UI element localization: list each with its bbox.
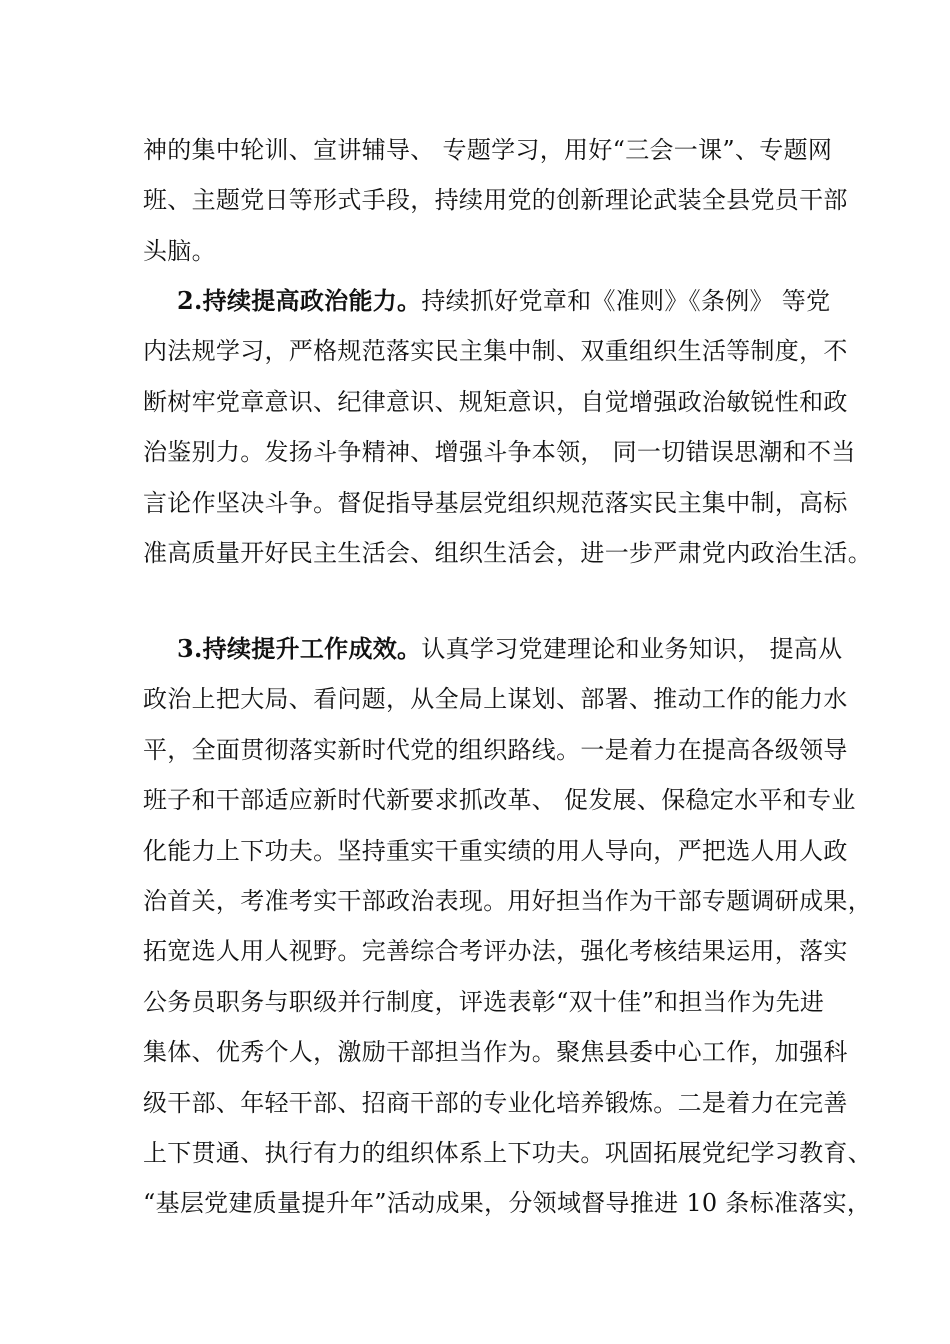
text-line: 治首关，考准考实干部政治表现。用好担当作为干部专题调研成果， — [143, 886, 872, 915]
text-line: 平，全面贯彻落实新时代党的组织路线。一是着力在提高各级领导 — [143, 735, 848, 764]
text-line: 拓宽选人用人视野。完善综合考评办法，强化考核结果运用，落实 — [143, 937, 848, 966]
text-line-first — [143, 276, 831, 326]
text-line: 内法规学习，严格规范落实民主集中制、双重组织生活等制度，不 — [143, 337, 848, 366]
text-line: 头脑。 — [143, 236, 216, 265]
text-line-first — [143, 624, 843, 674]
text-line: 断树牢党章意识、纪律意识、规矩意识，自觉增强政治敏锐性和政 — [143, 387, 848, 416]
text-line: 班、主题党日等形式手段，持续用党的创新理论武装全县党员干部 — [143, 186, 848, 215]
text-line: 班子和干部适应新时代新要求抓改革、 促发展、保稳定水平和专业 — [143, 786, 856, 815]
paragraph-heading: 3.持续提升工作成效。 — [177, 634, 422, 663]
text-line: 政治上把大局、看问题，从全局上谋划、部署、推动工作的能力水 — [143, 685, 848, 714]
paragraph-text: 认真学习党建理论和业务知识， 提高从 — [421, 635, 843, 663]
text-line: “基层党建质量提升年”活动成果，分领域督导推进 10 条标准落实， — [143, 1189, 872, 1218]
text-line: 神的集中轮训、宣讲辅导、 专题学习，用好“三会一课”、专题网 — [143, 136, 833, 164]
text-line: 言论作坚决斗争。督促指导基层党组织规范落实民主集中制，高标 — [143, 488, 848, 517]
text-line: 治鉴别力。发扬斗争精神、增强斗争本领， 同一切错误思潮和不当 — [143, 438, 856, 467]
text-line: 集体、优秀个人，激励干部担当作为。聚焦县委中心工作，加强科 — [143, 1038, 848, 1067]
paragraph-political-ability — [143, 276, 872, 578]
paragraph-text: 持续抓好党章和《准则》《条例》 等党 — [421, 287, 831, 315]
text-line: 准高质量开好民主生活会、组织生活会，进一步严肃党内政治生活。 — [143, 538, 872, 567]
paragraph-continuation — [143, 125, 848, 276]
text-line: 上下贯通、执行有力的组织体系上下功夫。巩固拓展党纪学习教育、 — [143, 1138, 872, 1167]
paragraph-work-effectiveness — [143, 624, 872, 1229]
paragraph-heading: 2.持续提高政治能力。 — [177, 286, 422, 315]
text-line: 化能力上下功夫。坚持重实干重实绩的用人导向，严把选人用人政 — [143, 836, 848, 865]
text-line: 级干部、年轻干部、招商干部的专业化培养锻炼。二是着力在完善 — [143, 1088, 848, 1117]
text-line: 公务员职务与职级并行制度，评选表彰“双十佳”和担当作为先进 — [143, 987, 825, 1016]
